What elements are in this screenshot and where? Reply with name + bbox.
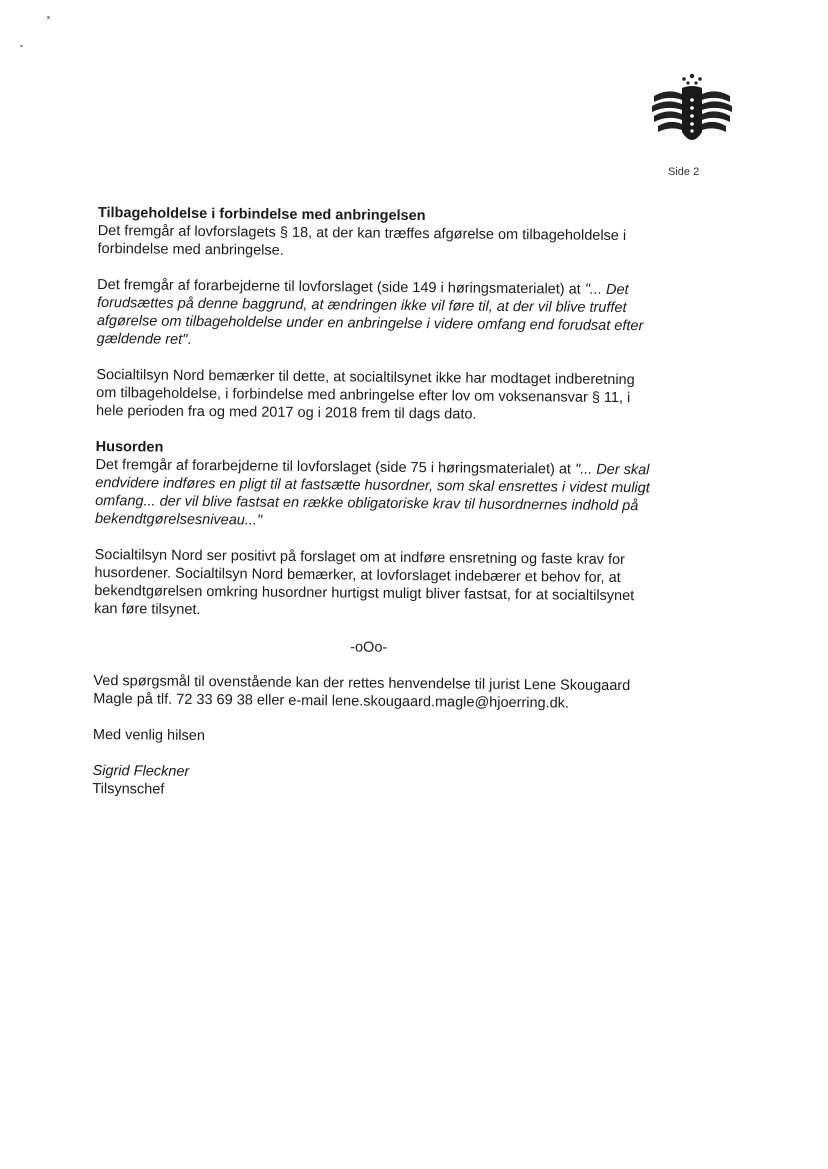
paragraph-lovforslag-18: Det fremgår af lovforslagets § 18, at der kan træffes afgørelse om tilbageholdelse i forbindelse med anbringelse. [97, 222, 627, 259]
paragraph-forarbejder-149 [97, 276, 658, 353]
paragraph-intro: Det fremgår af forarbejderne til lovforslaget (side 149 i høringsmaterialet) at [97, 276, 585, 298]
paragraph-bemaerkning-tilbageholdelse: Socialtilsyn Nord bemærker til dette, at socialtilsynet ikke har modtaget indberetning om tilbageholdelse, i forbindelse med anbringelse efter lov om voksenansvar § 11, i hele perioden fra og med 2017 og i 2018 frem til dags dato. [95, 366, 635, 423]
paragraph-intro: Det fremgår af forarbejderne til lovforslaget (side 75 i høringsmaterialet) at [95, 456, 576, 478]
section-heading-husorden: Husorden [95, 438, 164, 456]
paragraph-bemaerkning-husorden: Socialtilsyn Nord ser positivt på forslaget om at indføre ensretning og faste krav for husordener. Socialtilsyn Nord bemærker, at lovforslaget indebærer et behov for, at bekendtgørelsen omkring husordner hurtigst muligt bliver fastsat, for at socialtilsynet kan føre tilsynet. [94, 546, 635, 619]
paragraph-end: . [187, 331, 192, 348]
quote-forarbejder-149: "... Det forudsættes på denne baggrund, at ændringen ikke vil føre til, at der vil blive truffet afgørelse om tilbageholdelse under en anbringelse i videre omfang end forudsat efter gældende ret" [96, 281, 644, 348]
paragraph-forarbejder-75 [95, 456, 656, 533]
paragraph-contact: Ved spørgsmål til ovenstående kan der rettes henvendelse til jurist Lene Skougaard Magle på tlf. 72 33 69 38 eller e-mail lene.skougaard.magle@hjoerring.dk. [93, 672, 631, 712]
letter-body [92, 204, 658, 803]
scan-speck [47, 16, 50, 19]
page-number: Side 2 [668, 166, 700, 178]
section-heading-tilbageholdelse: Tilbageholdelse i forbindelse med anbringelsen [97, 204, 426, 225]
greeting: Med venlig hilsen [92, 726, 206, 745]
scan-speck [20, 45, 23, 47]
section-divider: -oOo- [350, 639, 388, 656]
municipal-coat-of-arms-icon [646, 70, 738, 150]
signer-name: Sigrid Fleckner [92, 762, 190, 780]
quote-forarbejder-75: "... Der skal endvidere indføres en pligt til at fastsætte husordner, som skal ensrettes i videst muligt omfang... der vil blive fastsat en række obligatoriske krav til husordnernes indhold på bekendtgørelsesniveau..." [94, 461, 650, 529]
signer-title: Tilsynschef [92, 780, 165, 798]
